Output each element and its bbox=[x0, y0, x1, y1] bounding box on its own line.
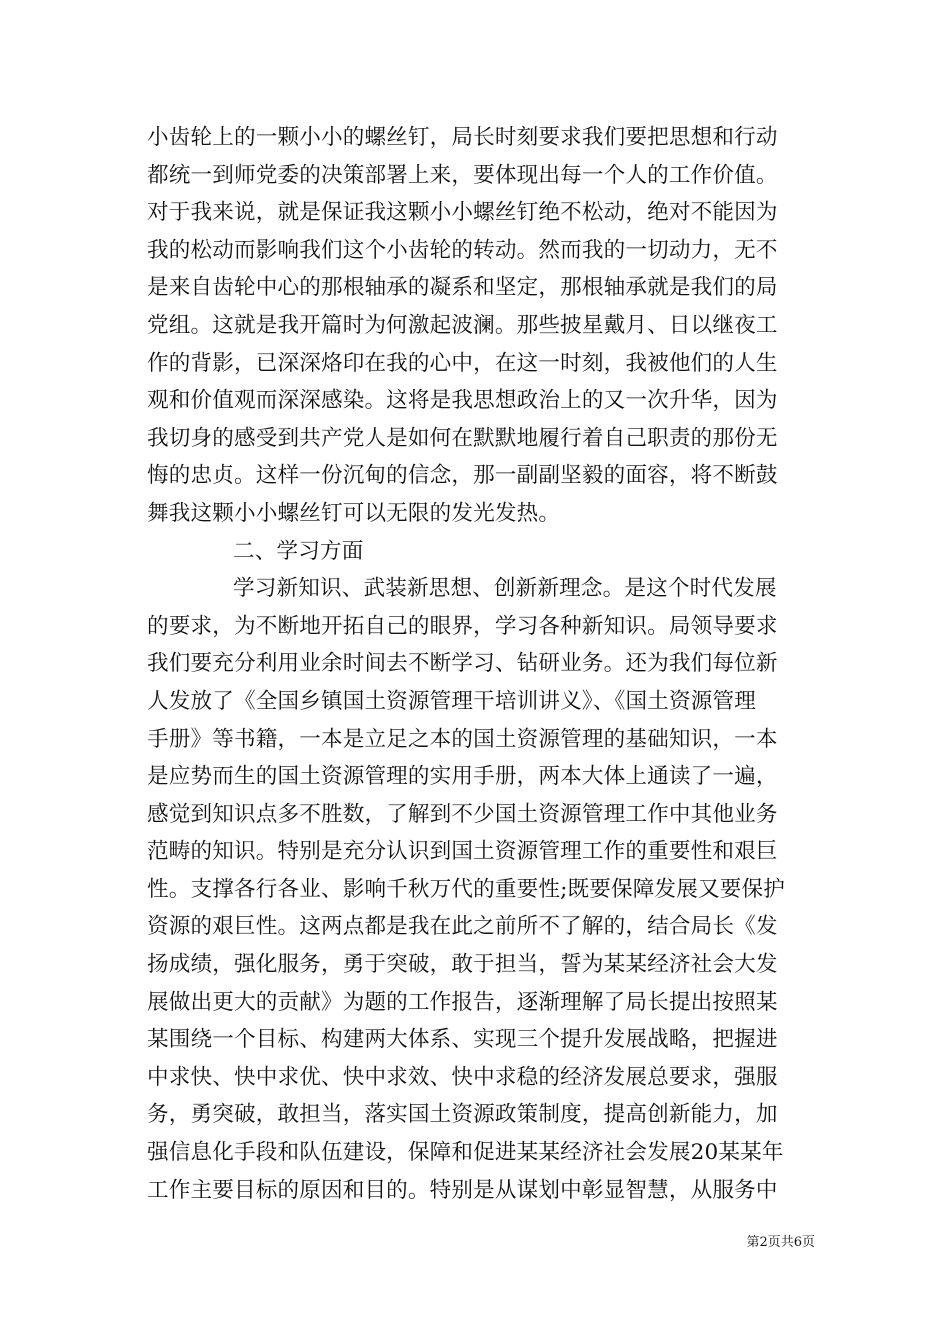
text-line: 悔的忠贞。这样一份沉甸的信念，那一副副坚毅的面容，将不断鼓 bbox=[147, 463, 778, 489]
text-line: 党组。这就是我开篇时为何激起波澜。那些披星戴月、日以继夜工 bbox=[147, 312, 778, 338]
text-line: 作的背影，已深深烙印在我的心中，在这一时刻，我被他们的人生 bbox=[147, 350, 778, 376]
text-line: 我们要充分利用业余时间去不断学习、钻研业务。还为我们每位新 bbox=[147, 651, 778, 677]
text-line: 中求快、快中求优、快中求效、快中求稳的经济发展总要求，强服 bbox=[147, 1064, 778, 1090]
text-line: 学习新知识、武装新思想、创新新理念。是这个时代发展 bbox=[233, 576, 777, 602]
text-line: 对于我来说，就是保证我这颗小小螺丝钉绝不松动，绝对不能因为 bbox=[147, 200, 778, 226]
text-line: 观和价值观而深深感染。这将是我思想政治上的又一次升华，因为 bbox=[147, 388, 778, 414]
text-line: 小齿轮上的一颗小小的螺丝钉，局长时刻要求我们要把思想和行动 bbox=[147, 125, 778, 150]
text-line: 务，勇突破，敢担当，落实国土资源政策制度，提高创新能力，加 bbox=[147, 1102, 778, 1128]
text-line: 都统一到师党委的决策部署上来，要体现出每一个人的工作价值。 bbox=[147, 162, 778, 188]
text-line: 是来自齿轮中心的那根轴承的凝系和坚定，那根轴承就是我们的局 bbox=[147, 275, 778, 301]
text-line: 我切身的感受到共产党人是如何在默默地履行着自己职责的那份无 bbox=[147, 425, 778, 451]
text-line: 扬成绩，强化服务，勇于突破，敢于担当，誓为某某经济社会大发 bbox=[147, 952, 778, 978]
text-line: 某围绕一个目标、构建两大体系、实现三个提升发展战略，把握进 bbox=[147, 1027, 778, 1053]
text-line: 资源的艰巨性。这两点都是我在此之前所不了解的，结合局长《发 bbox=[147, 914, 778, 940]
text-line: 是应势而生的国土资源管理的实用手册，两本大体上通读了一遍， bbox=[147, 764, 778, 790]
text-line: 强信息化手段和队伍建设，保障和促进某某经济社会发展20某某年 bbox=[147, 1140, 784, 1166]
text-line: 范畴的知识。特别是充分认识到国土资源管理工作的重要性和艰巨 bbox=[147, 839, 778, 865]
text-line: 工作主要目标的原因和目的。特别是从谋划中彰显智慧，从服务中 bbox=[147, 1177, 778, 1203]
text-line: 展做出更大的贡献》为题的工作报告，逐渐理解了局长提出按照某 bbox=[147, 989, 778, 1015]
text-line: 我的松动而影响我们这个小齿轮的转动。然而我的一切动力，无不 bbox=[147, 237, 778, 263]
page-number-footer: 第2页共6页 bbox=[746, 1235, 815, 1250]
text-line: 的要求，为不断地开拓自己的眼界，学习各种新知识。局领导要求 bbox=[147, 613, 778, 639]
text-line: 性。支撑各行各业、影响千秋万代的重要性;既要保障发展又要保护 bbox=[147, 876, 785, 902]
section-heading: 二、学习方面 bbox=[233, 538, 364, 564]
text-line: 舞我这颗小小螺丝钉可以无限的发光发热。 bbox=[147, 500, 561, 526]
text-line: 手册》等书籍，一本是立足之本的国土资源管理的基础知识，一本 bbox=[147, 726, 778, 752]
document-body bbox=[147, 119, 807, 1209]
text-line: 感觉到知识点多不胜数，了解到不少国土资源管理工作中其他业务 bbox=[147, 801, 778, 827]
text-line: 人发放了《全国乡镇国土资源管理干培训讲义》、《国土资源管理 bbox=[147, 688, 756, 714]
